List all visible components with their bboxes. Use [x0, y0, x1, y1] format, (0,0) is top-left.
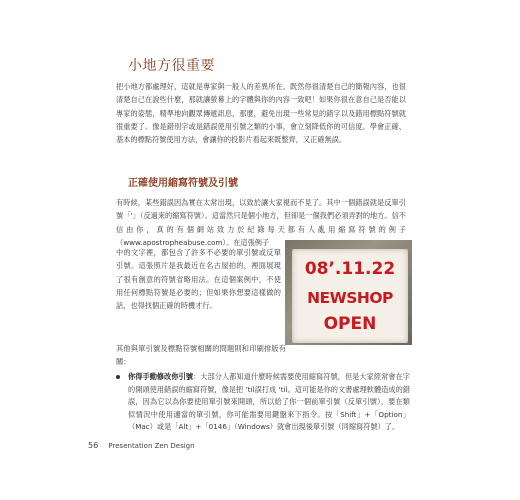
page-number: 56	[88, 441, 99, 450]
shop-sign-photo	[285, 240, 412, 345]
page-footer	[88, 441, 195, 450]
sign-date: 08’.11.22	[304, 259, 396, 279]
intro-paragraph: 把小地方都處理好，這就是專家與一般人的差異所在。既然你很清楚自己的簡報內容，也很清楚自己在說些什麼，那就讓螢幕上的字體與你的內容一致吧！如果你很在意自己是否能以專家的姿態，精準地向觀眾傳遞訊息，那麼，避免出現一些常見的錯字以及錯用標點符號就很重要了。像是錯別字或是錯誤使用引號之類的小事，會立刻降低你的可信度。學會正確、基本的標點符號使用方法，會讓你的投影片看起來既整齊，又正確無誤。	[116, 82, 406, 145]
sign-newshop: NEWSHOP	[307, 289, 393, 307]
subsection-heading: 正確使用縮寫符號及引號	[128, 178, 238, 189]
book-title: Presentation Zen Design	[108, 442, 195, 450]
bullet-body: ：大部分人都知道什麼時候需要使用縮寫符號，但是大家經常會在字的開頭使用錯誤的縮寫符號，像是把 ’til誤打成 ‘til。這可能是你的文書處理軟體造成的錯誤，因為它以為你要使用單引號來開頭，所以給了你一個前單引號（反單引號），要在類似情況中使用適當的單引號，你可能需要用鍵盤來下指令。按「Shift」+「Option」（Mac）或是「Alt」+「0146」（Windows）就會出現後單引號（同縮寫符號）了。	[128, 372, 410, 431]
section-heading: 小地方很重要	[128, 58, 215, 74]
bullet-text	[128, 371, 410, 434]
shop-sign	[292, 249, 408, 343]
sign-open: OPEN	[323, 314, 377, 334]
typography-paragraph: 其他與單引號及標點符號相關的問題則和印刷排版有關：	[116, 344, 286, 367]
bullet-title: 你得手動修改你引號	[128, 372, 194, 381]
apostrophe-paragraph: 有時候，某些錯誤因為實在太常出現，以致於讓大家視而不見了。其中一個錯誤就是反單引號「‘」（反過來的縮寫符號）。這當然只是個小地方，但卻是一個我們必須弄對的地方。信不信由你，真的有個網站致力於紀錄每天都有人亂用縮寫符號的例子（www.apostropheabuse.com）。在這張例子	[116, 198, 406, 247]
bullet-icon	[116, 375, 120, 379]
photo-caption-paragraph: 中的文字裡，都包含了許多不必要的單引號或反單引號。這張照片是我最近在名古屋拍的，裡面展現了很有創意的符號省略用法。在這個案例中，不使用任何標點符號是必要的；但如果你想要這樣做的話，也得找個正確的時機才行。	[116, 248, 281, 311]
bullet-item	[128, 371, 410, 434]
